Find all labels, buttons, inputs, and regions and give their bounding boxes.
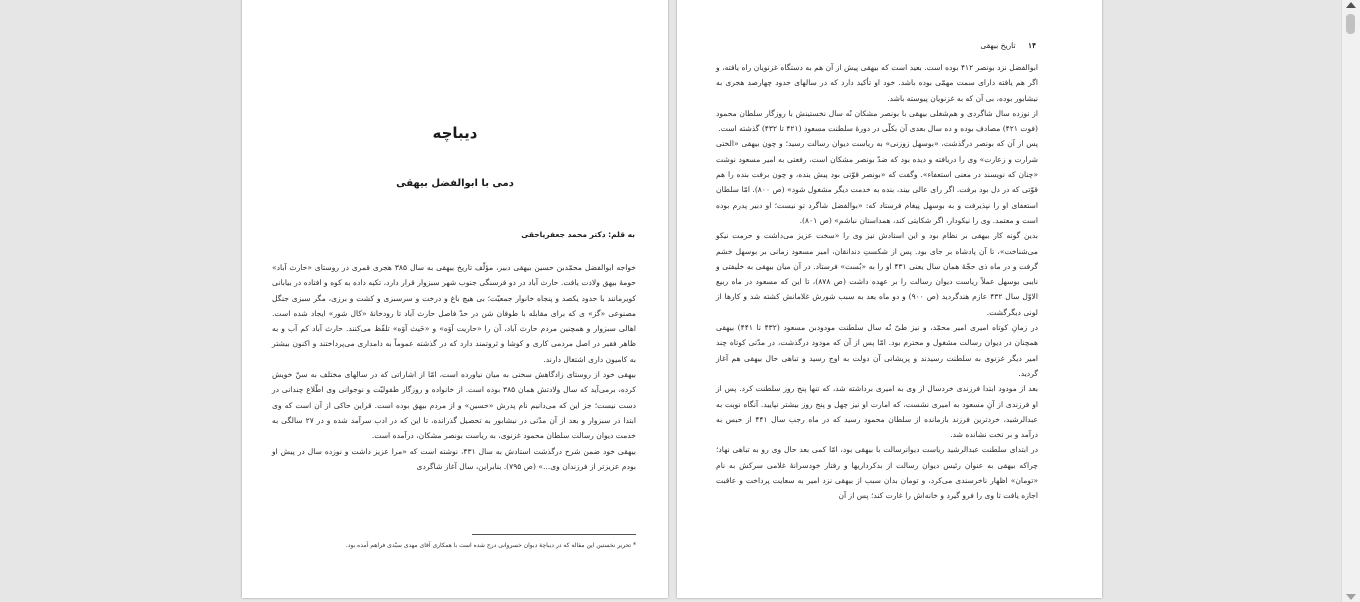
paragraph: ابوالفضل نزد بونصر ۴۱۲ بوده است. بعید است که بیهقی پیش از آن هم به دستگاه غزنویان راه یافته، و اگر هم یافته دارای سمت مهمّی بوده باشد. خود او تأکید دارد که در سالهای حدود چهارصد هجری به نیشابور بوده، بی آن که به غزنویان پیوسته باشد.	[716, 63, 1038, 103]
paragraph: بعد از مودود ابتدا فرزندی خردسال از وی به امیری برداشته شد، که تنها پنج روز سلطنت کرد. پس از او فرزندی از آنِ مسعود به امیری نشست، که امارت او نیز چهل و پنج روز بیشتر نپایید. آنگاه نوبت به عبدالرشید، خردترین فرزند بازمانده از سلطان محمود رسید که در ماه رجب سال ۴۴۱ از حبس به درآمد و بر تخت نشانده شد.	[716, 384, 1038, 440]
paragraph: بدین گونه کار بیهقی بر نظام بود و این استادش نیز وی را «سخت عزیز می‌داشت و حرمت نیکو می‌شناخت»، تا آن پادشاه بر جای بود. پس از شکستِ دندانقان، امیر مسعود زمانی بر بوسهل خشم گرفت و در ماه ذی حجّهٔ همان سال یعنی ۴۳۱ او را به «بُست» فرستاد. در آن میان بیهقی به خلیفتی و نایبی بوسهل عملاً ریاست دیوان رسالت را بر عهده داشت (ص ۸۷۸)، تا این که مسعود در ماه ربیع الاوّل سال ۴۳۲ عازم هندگردید (ص ۹۰۰) و دو ماه بعد به سبب شورش غلامانش کشته شد و کارها از لونی دیگرگشت.	[716, 231, 1038, 317]
scroll-down-icon[interactable]	[1346, 594, 1356, 600]
body-text	[272, 260, 636, 474]
running-head	[677, 41, 1036, 50]
page-right	[677, 0, 1102, 598]
page-left	[242, 0, 668, 598]
author-byline: به قلم: دکتر محمد جعفریاحقی	[521, 230, 635, 239]
paragraph: در زمانِ کوتاه امیری امیر محمّد، و نیز طیّ نُه سال سلطنت مودودبن مسعود (۴۳۲ تا ۴۴۱) بیهقی همچنان در دیوان رسالت مشغول و محترم بود. امّا پس از آن که مودود درگذشت، در مدّتی کوتاه چند امیر دیگر غزنوی به سلطنت رسیدند و پریشانی آن دولت به اوج رسید و تباهی حال بیهقی هم آغاز گردید.	[716, 323, 1038, 378]
page-number: ۱۴	[1027, 41, 1036, 50]
paragraph: بیهقی خود ضمن شرح درگذشت استادش به سال ۴۳۱، نوشته است که «مرا عزیز داشت و نوزده سال در پیش او بودم عزیزتر از فرزندان وی...» (ص ۷۹۵). بنابراین، سال آغاز شاگردی	[272, 446, 636, 471]
paragraph: در ابتدای سلطنت عبدالرشید ریاست دیوانرسالت با بیهقی بود، امّا کمی بعد حال وی رو به تباهی نهاد؛ چراکه بیهقی به عنوان رئیس دیوان رسالت از بدکرداریها و رفتار خودسرانهٔ غلامی سرکش به نام «تومان» اظهار ناخرسندی می‌کرد، و تومان بدان سبب از بیهقی نزد امیر به سعایت پرداخت و عاقبت اجازه یافت تا وی را فرو گیرد و خانه‌اش را غارت کند؛ پس از آن	[716, 445, 1038, 501]
scroll-up-icon[interactable]	[1346, 2, 1356, 8]
paragraph: از نوزده سال شاگردی و هم‌شغلی بیهقی با بونصر مشکان نُه سال نخستینش با روزگار سلطان محمود (فوت ۴۲۱) مصادف بوده و ده سال بعدی آن بکلّی در دورهٔ سلطنت مسعود (۴۲۱ تا ۴۳۲) گذشته است.	[716, 108, 1038, 134]
footnote-divider	[472, 534, 636, 535]
scrollbar-thumb[interactable]	[1346, 14, 1355, 34]
page-subtitle: دمی با ابوالفضل بیهقی	[396, 178, 514, 189]
vertical-scrollbar[interactable]	[1341, 0, 1360, 602]
page-title: دیباچه	[432, 124, 478, 142]
footnote: * تحریر نخستین این مقاله که در دیباچهٔ دیوان خسروانی درج شده است با همکاری آقای مهدی سیّدی فراهم آمده بود.	[345, 542, 636, 549]
body-text	[716, 60, 1038, 504]
paragraph: بیهقی خود از روستای زادگاهش سخنی به میان نیاورده است، امّا از اشاراتی که در سالهای مختلف به سنّ خویش کرده، برمی‌آید که سال ولادتش همان ۳۸۵ بوده است. از خانواده و روزگار طفولیّت و نوجوانی وی اطّلاع چندانی در دست نیست؛ جز این که می‌دانیم نام پدرش «حسین» و از مردم بیهق بوده است. قراین حاکی از آن است که وی ابتدا در سبزوار و بعد از آن مدّتی در نیشابور به تحصیل گذرانده، تا این که در ادب سرآمد شده و در ۲۷ سالگی به خدمت دیوان رسالت سلطان محمود غزنوی، به ریاست بونصر مشکان، درآمده است.	[272, 370, 636, 441]
paragraph: خواجه ابوالفضل محمّدبن حسین بیهقی دبیر، مؤلّف تاریخ بیهقی به سال ۳۸۵ هجری قمری در روستای «حارث آباد» حومهٔ بیهق ولادت یافت. حارث آباد در دو فرسنگی جنوب شهر سبزوار قرار دارد، تکیه داده به کوه و افتاده در بیابانی کویرمانند با حدود یکصد و پنجاه خانوار جمعیّت؛ بی هیچ باغ و درخت و سرسبزی و کشت و برزی، مگر سبزی جنگل مصنوعی «گز» ی که برای مقابله با طوفان شن در حدّ فاصل حارث آباد تا رودخانهٔ «کال شور» ایجاد شده است. اهالی سبزوار و همچنین مردم حارث آباد، آن را «حاریت آوَه» و «حَیث آوَه» تلفّظ می‌کنند. حارث آباد کم آب و به ظاهر فقیر در اصل مردمی کاری و کوشا و ثروتمند دارد که در گذشته عموماً به دامداری می‌پرداختند و اکنون بیشتر به کامیون داری اشتغال دارند.	[272, 263, 636, 364]
paragraph: پس از آن که بونصر درگذشت، «بوسهل زوزنی» به ریاست دیوان رسالت رسید؛ و چون بیهقی «الختی شرارت و زعارت» وی را دریافته و دیده بود که ضدّ بونصر مشکان است، رفعتی به امیر مسعود نوشت «چنان که نویسند در معنی استعفاء». وگفت که «بونصر قوّتی بود پیش بنده، و چون برفت بنده را هم قوّتی که در دل بود برفت. اگر رای عالی بیند، بنده به خدمت دیگر مشغول شود» (ص ۸۰۰). امّا سلطان استعفای او را نپذیرفت و به بوسهل پیغام فرستاد که: «بوالفضل شاگرد تو نیست؛ او دبیر پدرم بوده است و معتمد. وی را نیکودار، اگر شکایتی کند، همداستان نباشم» (ص ۸۰۱).	[716, 139, 1038, 225]
running-head-title: تاریخ بیهقی	[980, 41, 1016, 50]
